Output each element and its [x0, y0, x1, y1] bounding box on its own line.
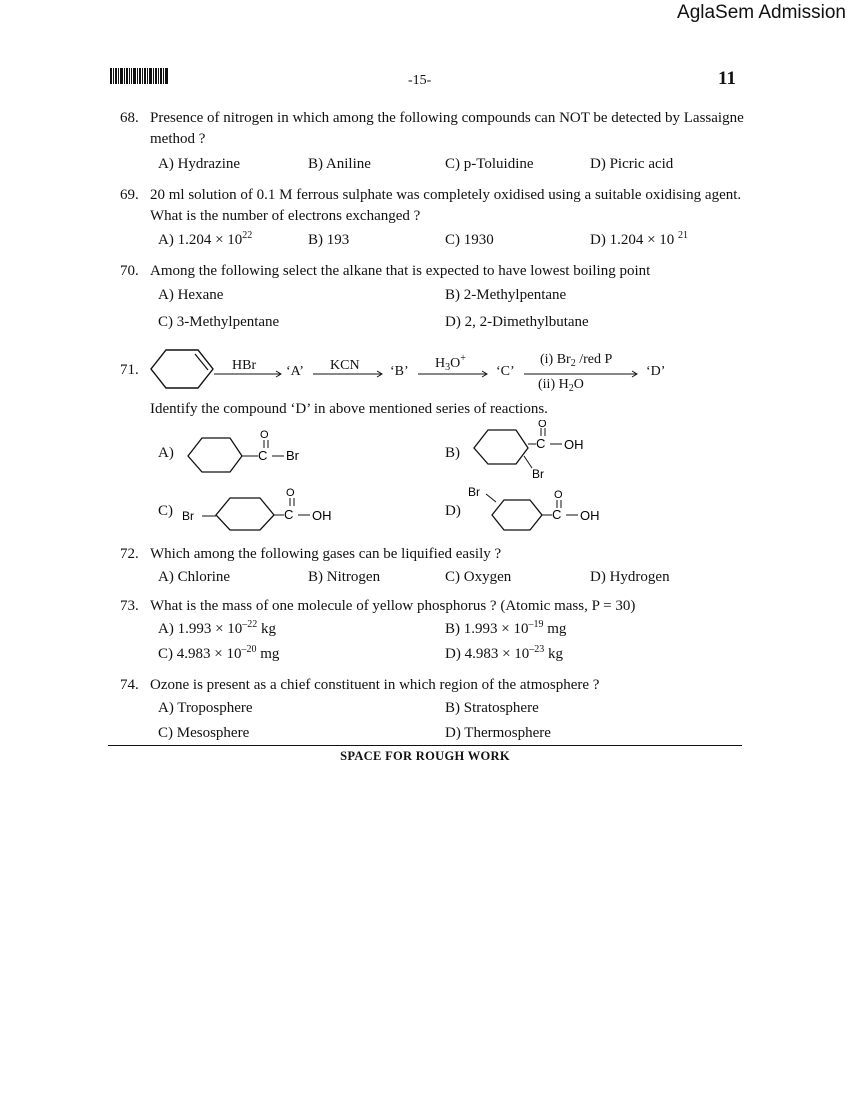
- option-a: A) Troposphere: [158, 700, 253, 716]
- option-a: A) Chlorine: [158, 569, 231, 585]
- question-number: 74.: [120, 677, 139, 693]
- option-c: C) p-Toluidine: [445, 156, 534, 172]
- svg-text:O: O: [286, 487, 295, 499]
- question-number: 72.: [120, 546, 139, 562]
- svg-text:OH: OH: [564, 437, 584, 452]
- option-c: C) Oxygen: [445, 569, 512, 585]
- option-d: D) Hydrogen: [590, 569, 670, 585]
- option-a: A) $1.204 \times 10^{22}$: [158, 230, 253, 248]
- arrow-3: [418, 370, 490, 378]
- option-b: B): [445, 445, 460, 461]
- question-72: [120, 544, 745, 565]
- barcode: [110, 68, 168, 84]
- option-d: D) Thermosphere: [445, 725, 551, 741]
- option-a: A) Hexane: [158, 287, 224, 303]
- svg-text:C: C: [284, 507, 294, 522]
- svg-text:C: C: [536, 436, 546, 451]
- option-b: B) $1.993 \times 10^{-19}$ mg: [445, 619, 567, 637]
- structure-d: [466, 482, 616, 536]
- question-number: 71.: [120, 362, 139, 378]
- option-b: B) Nitrogen: [308, 569, 381, 585]
- option-b: B) 2-Methylpentane: [445, 287, 567, 303]
- reagent-h3o: $H_3O^+$: [435, 353, 466, 373]
- option-b: B) Aniline: [308, 156, 371, 172]
- option-c: C) $4.983 \times 10^{-20}$ mg: [158, 644, 280, 662]
- option-c: C): [158, 503, 173, 519]
- option-d: D) 2, 2-Dimethylbutane: [445, 314, 589, 330]
- question-74: [120, 675, 745, 696]
- question-73: [120, 596, 745, 617]
- question-text: 20 ml solution of 0.1 M ferrous sulphate was completely oxidised using a suitable oxidising agent. What is the number of electrons exchanged ?: [150, 187, 742, 224]
- question-71-text: [120, 399, 745, 420]
- reagent-br2: (i) $Br_2$ /red P: [540, 352, 613, 369]
- svg-text:OH: OH: [580, 508, 600, 523]
- svg-text:Br: Br: [182, 509, 194, 523]
- product-b: ‘B’: [390, 364, 409, 379]
- svg-text:O: O: [538, 420, 547, 430]
- arrow-1: [214, 370, 284, 378]
- question-number: 73.: [120, 598, 139, 614]
- reagent-kcn: KCN: [330, 358, 360, 373]
- question-number: 69.: [120, 187, 139, 203]
- question-text: What is the mass of one molecule of yellow phosphorus ? (Atomic mass, P = 30): [150, 598, 636, 614]
- option-c: C) 1930: [445, 232, 494, 248]
- product-a: ‘A’: [286, 364, 304, 379]
- question-text: Identify the compound ‘D’ in above mentioned series of reactions.: [150, 401, 548, 417]
- svg-text:C: C: [552, 507, 562, 522]
- reagent-hbr: HBr: [232, 358, 257, 373]
- question-text: Presence of nitrogen in which among the following compounds can NOT be detected by Lassaigne method ?: [150, 110, 744, 147]
- question-number: 68.: [120, 110, 139, 126]
- booklet-code: 11: [718, 68, 736, 89]
- svg-text:Br: Br: [286, 448, 299, 463]
- structure-b: [466, 420, 606, 482]
- option-b: B) Stratosphere: [445, 700, 539, 716]
- option-a: A) Hydrazine: [158, 156, 241, 172]
- cyclohexene-structure: [148, 347, 216, 391]
- svg-text:Br: Br: [532, 467, 544, 481]
- question-70: [120, 261, 745, 282]
- option-a: A) $1.993 \times 10^{-22}$ kg: [158, 619, 277, 637]
- question-text: Among the following select the alkane that is expected to have lowest boiling point: [150, 263, 651, 279]
- svg-text:OH: OH: [312, 508, 332, 523]
- option-d: D) $4.983 \times 10^{-23}$ kg: [445, 644, 564, 662]
- option-d: D): [445, 503, 461, 519]
- svg-text:Br: Br: [468, 485, 480, 499]
- watermark: AglaSem Admission: [677, 2, 846, 23]
- question-68: [120, 108, 745, 150]
- option-a: A): [158, 445, 174, 461]
- arrow-2: [313, 370, 385, 378]
- option-b: B) 193: [308, 232, 350, 248]
- divider: [108, 745, 742, 746]
- rough-work-label: SPACE FOR ROUGH WORK: [340, 749, 510, 763]
- structure-a: [180, 426, 330, 474]
- option-d: D) 1.204 × 10 $^{21}$: [590, 230, 689, 248]
- option-c: C) 3-Methylpentane: [158, 314, 280, 330]
- page-number: -15-: [408, 73, 432, 88]
- question-number: 70.: [120, 263, 139, 279]
- product-c: ‘C’: [496, 364, 515, 379]
- option-d: D) Picric acid: [590, 156, 674, 172]
- svg-text:O: O: [554, 489, 563, 501]
- reagent-h2o: (ii) $H_2O$: [538, 377, 584, 394]
- option-c: C) Mesosphere: [158, 725, 250, 741]
- svg-text:C: C: [258, 448, 268, 463]
- product-d: ‘D’: [646, 364, 666, 379]
- structure-c: [180, 486, 350, 534]
- question-text: Which among the following gases can be liquified easily ?: [150, 546, 502, 562]
- question-69: [120, 185, 745, 227]
- svg-text:O: O: [260, 429, 269, 441]
- question-text: Ozone is present as a chief constituent in which region of the atmosphere ?: [150, 677, 600, 693]
